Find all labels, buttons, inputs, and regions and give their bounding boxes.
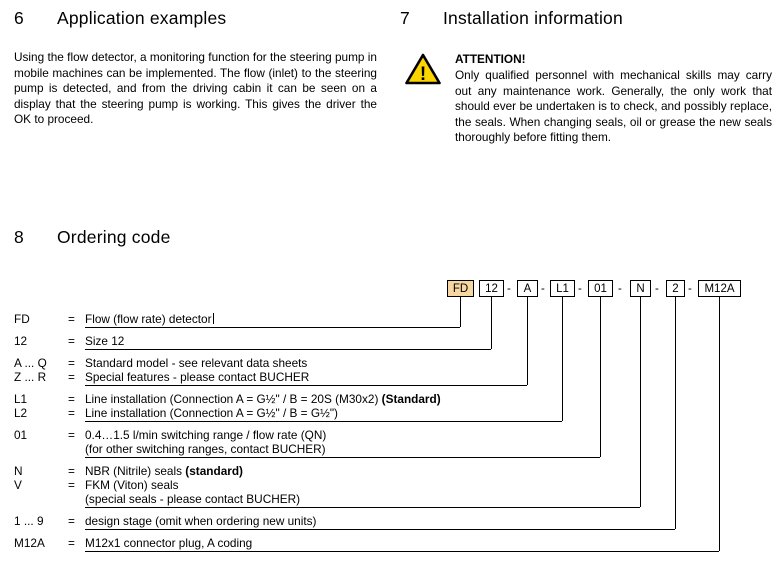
section-6-title: Application examples [57, 8, 227, 28]
ordering-row-eq: = [68, 312, 75, 326]
connector-line-vertical [460, 297, 461, 327]
ordering-box-separator: - [655, 282, 659, 295]
connector-line-horizontal [85, 529, 675, 530]
ordering-row-desc [85, 392, 441, 406]
ordering-row-desc: (special seals - please contact BUCHER) [85, 492, 301, 506]
ordering-row-eq: = [68, 428, 75, 442]
ordering-row-special-features [14, 370, 309, 384]
ordering-row-eq: = [68, 514, 75, 528]
ordering-row-connector-plug [14, 536, 252, 550]
section-8-heading [14, 227, 171, 248]
ordering-row-desc: Size 12 [85, 334, 125, 348]
connector-line-vertical [562, 297, 563, 421]
ordering-row-eq: = [68, 392, 75, 406]
ordering-row-code: L2 [14, 406, 28, 420]
ordering-row-special-seals-note [14, 492, 300, 506]
ordering-row-standard-model [14, 356, 307, 370]
ordering-row-eq [68, 492, 85, 506]
ordering-row-switching-range-note [14, 442, 326, 456]
desc-bold-text: (Standard) [381, 392, 441, 406]
ordering-row-code [14, 492, 68, 506]
installation-information-paragraph: Only qualified personnel with mechanical skills may carry out any maintenance work. Generally, the only work that should ever be undertaken is to check, and possibly replace, the seals. When changing seals, oil or grease the new seals thoroughly before fitting them. [455, 68, 772, 145]
ordering-row-code: FD [14, 312, 30, 326]
ordering-box-stage: 2 [666, 280, 685, 297]
ordering-box-size: 12 [479, 280, 504, 297]
connector-line-horizontal [85, 385, 527, 386]
ordering-row-code: L1 [14, 392, 28, 406]
text-cursor [213, 313, 214, 324]
ordering-row-desc: Standard model - see relevant data sheets [85, 356, 308, 370]
svg-text:!: ! [419, 64, 427, 85]
desc-text: NBR (Nitrile) seals [85, 464, 186, 478]
ordering-row-switching-range [14, 428, 326, 442]
ordering-row-desc [85, 464, 243, 478]
ordering-row-design-stage [14, 514, 316, 528]
ordering-row-desc: FKM (Viton) seals [85, 478, 179, 492]
ordering-box-separator: - [578, 282, 582, 295]
ordering-row-desc: Line installation (Connection A = G½" / B = G½") [85, 406, 338, 420]
connector-line-horizontal [85, 551, 719, 552]
section-8-number: 8 [14, 227, 24, 247]
ordering-box-separator: - [688, 282, 692, 295]
ordering-row-desc [85, 312, 214, 326]
ordering-row-code: A ... Q [14, 356, 47, 370]
ordering-row-code: N [14, 464, 23, 478]
section-6-heading [14, 8, 226, 29]
ordering-box-install: L1 [550, 280, 575, 297]
ordering-row-code: Z ... R [14, 370, 47, 384]
ordering-box-range: 01 [588, 280, 613, 297]
ordering-row-size [14, 334, 124, 348]
connector-line-horizontal [85, 457, 600, 458]
ordering-box-model: A [517, 280, 538, 297]
connector-line-vertical [719, 297, 720, 551]
ordering-box-separator: - [618, 282, 622, 295]
ordering-row-fkm-seals [14, 478, 179, 492]
ordering-row-eq: = [68, 356, 75, 370]
ordering-row-fd [14, 312, 214, 326]
connector-line-horizontal [85, 327, 460, 328]
ordering-row-nbr-seals [14, 464, 243, 478]
section-8-title: Ordering code [57, 227, 171, 247]
ordering-box-fd: FD [447, 280, 474, 297]
connector-line-vertical [600, 297, 601, 457]
warning-triangle-icon [404, 52, 442, 86]
desc-bold-text: (standard) [185, 464, 243, 478]
ordering-row-eq: = [68, 478, 75, 492]
attention-label: ATTENTION! [455, 52, 526, 66]
ordering-row-desc: design stage (omit when ordering new units) [85, 514, 317, 528]
ordering-row-code: 1 ... 9 [14, 514, 44, 528]
ordering-row-code: V [14, 478, 22, 492]
section-7-heading [400, 8, 623, 29]
ordering-box-seals: N [630, 280, 651, 297]
connector-line-horizontal [85, 507, 640, 508]
ordering-row-l2 [14, 406, 338, 420]
ordering-row-code [14, 442, 68, 456]
ordering-code-diagram [0, 270, 784, 570]
connector-line-vertical [491, 297, 492, 349]
ordering-box-separator: - [507, 282, 511, 295]
desc-text: Line installation (Connection A = G½" / B = 20S (M30x2) [85, 392, 382, 406]
application-examples-paragraph: Using the flow detector, a monitoring function for the steering pump in mobile machines can be implemented. The flow (inlet) to the steering pump is detected, and from the driving cabin it can be seen on a display that the steering pump is working. This gives the driver the OK to proceed. [14, 50, 377, 127]
ordering-row-code: M12A [14, 536, 45, 550]
ordering-row-eq: = [68, 536, 75, 550]
ordering-row-eq: = [68, 370, 75, 384]
section-6-number: 6 [14, 8, 24, 28]
ordering-box-connector: M12A [698, 280, 741, 297]
ordering-row-eq: = [68, 464, 75, 478]
ordering-box-separator: - [541, 282, 545, 295]
ordering-row-desc: M12x1 connector plug, A coding [85, 536, 253, 550]
ordering-row-eq: = [68, 334, 75, 348]
ordering-row-eq: = [68, 406, 75, 420]
ordering-row-desc: (for other switching ranges, contact BUCHER) [85, 442, 326, 456]
ordering-row-code: 01 [14, 428, 28, 442]
connector-line-horizontal [85, 421, 562, 422]
section-7-number: 7 [400, 8, 410, 28]
ordering-row-l1 [14, 392, 441, 406]
connector-line-vertical [675, 297, 676, 529]
ordering-row-desc: 0.4…1.5 l/min switching range / flow rate (QN) [85, 428, 327, 442]
connector-line-vertical [640, 297, 641, 507]
section-7-title: Installation information [443, 8, 623, 28]
ordering-row-desc: Special features - please contact BUCHER [85, 370, 310, 384]
connector-line-vertical [527, 297, 528, 385]
ordering-row-code: 12 [14, 334, 28, 348]
desc-text: Flow (flow rate) detector [85, 312, 212, 326]
connector-line-horizontal [85, 349, 491, 350]
ordering-row-eq [68, 442, 85, 456]
